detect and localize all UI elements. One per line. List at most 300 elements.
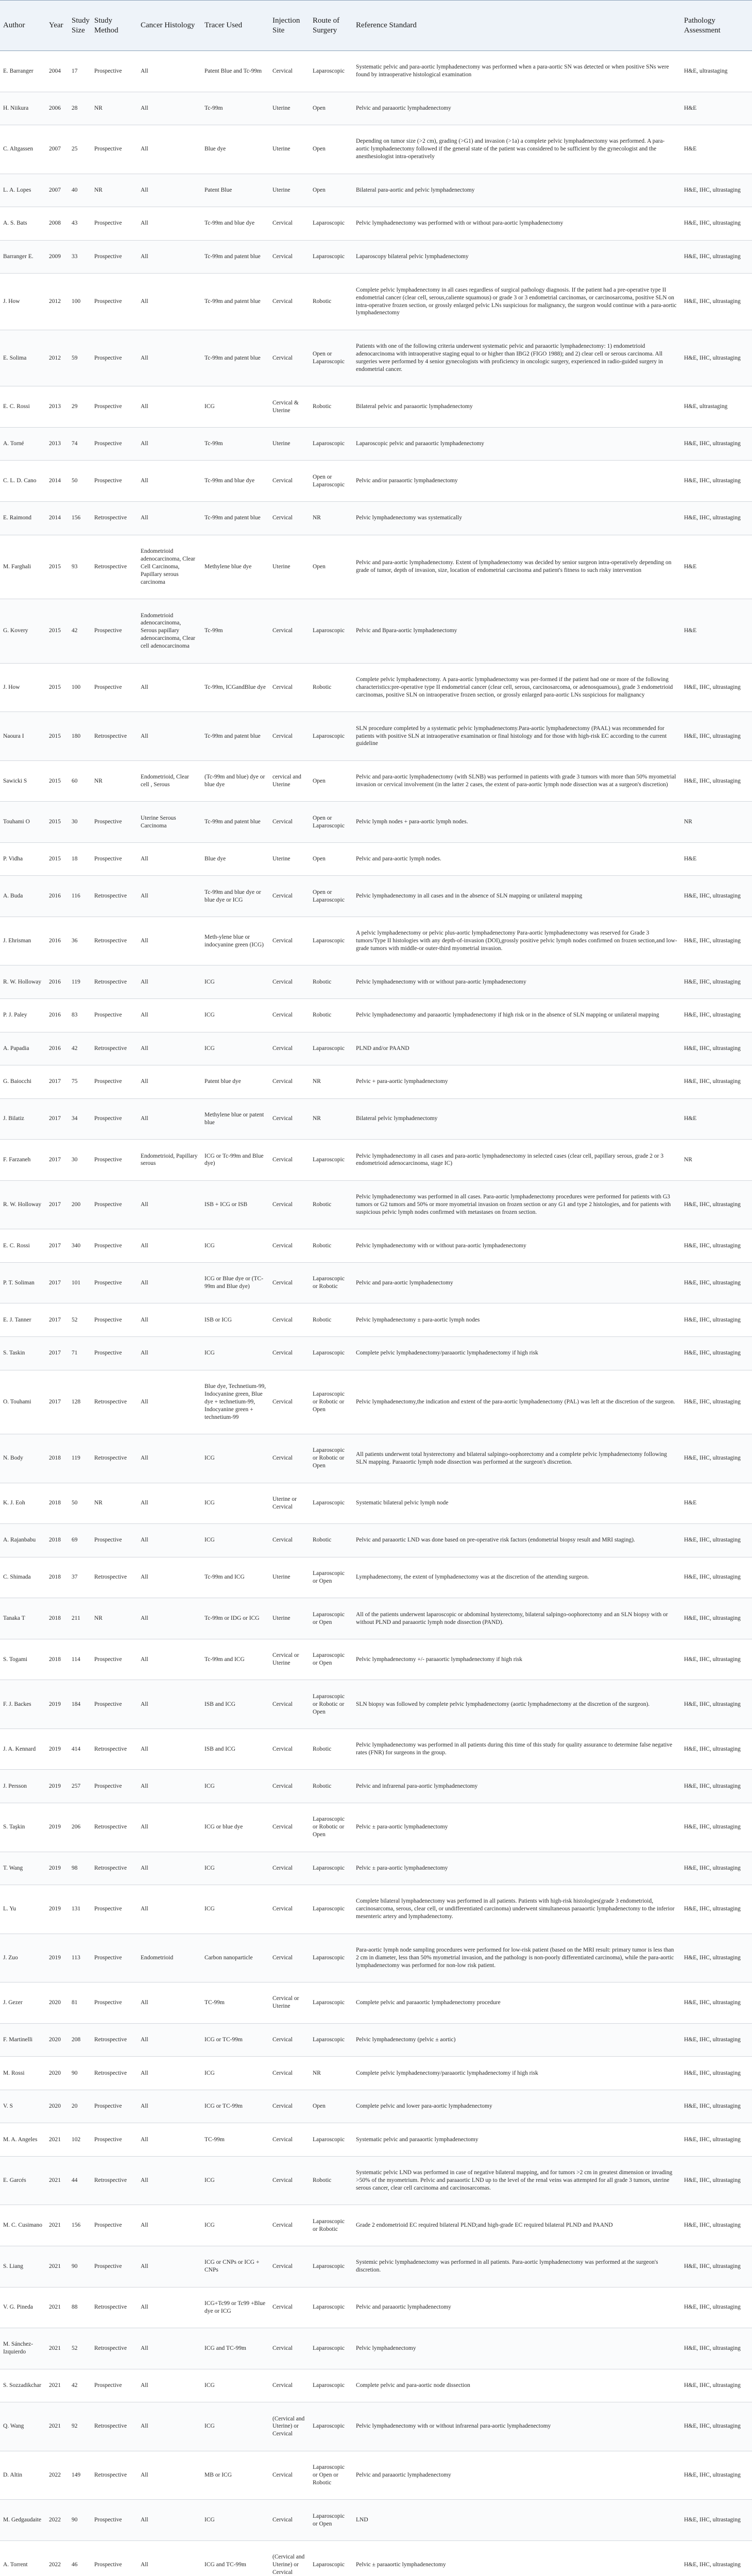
cell-year: 2015	[46, 535, 69, 599]
cell-route-of-surgery: Laparoscopic	[310, 2023, 353, 2057]
cell-cancer-histology: All	[138, 1770, 201, 1803]
cell-injection-site: Cervical	[269, 1336, 310, 1370]
cell-cancer-histology: All	[138, 427, 201, 461]
table-row	[0, 1885, 752, 1934]
cell-year: 2015	[46, 802, 69, 843]
cell-tracer-used: ICG	[201, 386, 269, 428]
table-row	[0, 461, 752, 502]
cell-study-method: Prospective	[91, 125, 138, 174]
cell-author: F. Farzaneh	[0, 1140, 46, 1181]
cell-study-size: 119	[69, 1434, 91, 1483]
table-row	[0, 1639, 752, 1680]
cell-study-size: 34	[69, 1098, 91, 1140]
cell-reference-standard: Pelvic lymphadenectomy (pelvic ± aortic)	[353, 2023, 681, 2057]
cell-author: Q. Wang	[0, 2402, 46, 2451]
cell-route-of-surgery: Laparoscopic or Open	[310, 2500, 353, 2541]
cell-study-size: 100	[69, 663, 91, 712]
cell-author: R. W. Holloway	[0, 1180, 46, 1229]
cell-reference-standard: Bilateral pelvic lymphadenectomy	[353, 1098, 681, 1140]
cell-pathology-assessment: H&E, IHC, ultrastaging	[681, 1885, 752, 1934]
cell-injection-site: Cervical	[269, 1180, 310, 1229]
cell-study-size: 40	[69, 174, 91, 207]
cell-tracer-used: Tc-99m and patent blue	[201, 330, 269, 386]
cell-study-method: Retrospective	[91, 917, 138, 965]
cell-study-size: 119	[69, 965, 91, 999]
cell-reference-standard: Pelvic and para-aortic lymphadenectomy (with SLNB) was performed in patients with grade 3 tumors with more than 50% myometrial invasion or cervical involvement (in the latter 2 cases, the extent of para-aortic lymph node dissection was at a surgeon's discretion)	[353, 760, 681, 802]
cell-tracer-used: Tc-99m and blue dye	[201, 207, 269, 241]
cell-cancer-histology: Uterine Serous Carcinoma	[138, 802, 201, 843]
cell-tracer-used: Tc-99m and patent blue	[201, 502, 269, 535]
cell-study-size: 98	[69, 1852, 91, 1885]
cell-cancer-histology: All	[138, 125, 201, 174]
cell-pathology-assessment: H&E, IHC, ultrastaging	[681, 1982, 752, 2024]
cell-author: M. Sánchez-Izquierdo	[0, 2328, 46, 2369]
cell-route-of-surgery: Laparoscopic or Robotic or Open	[310, 1680, 353, 1729]
cell-year: 2021	[46, 2402, 69, 2451]
cell-route-of-surgery: Robotic	[310, 1728, 353, 1770]
table-row	[0, 1303, 752, 1337]
cell-reference-standard: Systematic pelvic and paraaortic lymphadenectomy	[353, 2123, 681, 2157]
cell-study-size: 92	[69, 2402, 91, 2451]
cell-cancer-histology: All	[138, 240, 201, 274]
header-study-size: Study Size	[69, 1, 91, 51]
cell-cancer-histology: All	[138, 502, 201, 535]
cell-study-size: 52	[69, 2328, 91, 2369]
table-row	[0, 1598, 752, 1639]
cell-study-method: NR	[91, 760, 138, 802]
cell-tracer-used: ICG	[201, 1885, 269, 1934]
table-row	[0, 2057, 752, 2090]
cell-study-size: 20	[69, 2090, 91, 2123]
cell-study-method: Prospective	[91, 2123, 138, 2157]
cell-pathology-assessment: H&E, IHC, ultrastaging	[681, 2090, 752, 2123]
cell-year: 2021	[46, 2123, 69, 2157]
table-row	[0, 51, 752, 92]
table-row	[0, 502, 752, 535]
cell-cancer-histology: All	[138, 1639, 201, 1680]
cell-cancer-histology: All	[138, 1680, 201, 1729]
cell-year: 2007	[46, 125, 69, 174]
cell-tracer-used: ICG	[201, 2500, 269, 2541]
cell-pathology-assessment: H&E, IHC, ultrastaging	[681, 1434, 752, 1483]
cell-cancer-histology: All	[138, 2540, 201, 2576]
cell-author: E. C. Rossi	[0, 386, 46, 428]
cell-route-of-surgery: Laparoscopic	[310, 2540, 353, 2576]
cell-study-size: 33	[69, 240, 91, 274]
cell-pathology-assessment: H&E, IHC, ultrastaging	[681, 1065, 752, 1099]
cell-study-size: 208	[69, 2023, 91, 2057]
cell-injection-site: (Cervical and Uterine) or Cervical	[269, 2540, 310, 2576]
cell-year: 2015	[46, 599, 69, 664]
cell-study-size: 156	[69, 502, 91, 535]
cell-year: 2015	[46, 663, 69, 712]
cell-year: 2006	[46, 92, 69, 125]
cell-injection-site: Cervical	[269, 2205, 310, 2246]
cell-author: E. Barranger	[0, 51, 46, 92]
cell-tracer-used: ICG or CNPs or ICG + CNPs	[201, 2246, 269, 2287]
cell-pathology-assessment: H&E, IHC, ultrastaging	[681, 1770, 752, 1803]
table-row	[0, 2090, 752, 2123]
cell-reference-standard: Pelvic lymphadenectomy with or without para-aortic lymphadenectomy	[353, 1229, 681, 1263]
cell-tracer-used: MB or ICG	[201, 2451, 269, 2500]
cell-pathology-assessment: H&E, IHC, ultrastaging	[681, 330, 752, 386]
cell-study-method: Prospective	[91, 1680, 138, 1729]
cell-pathology-assessment: H&E, IHC, ultrastaging	[681, 274, 752, 330]
cell-reference-standard: Pelvic and para-aortic lymph nodes.	[353, 842, 681, 876]
cell-injection-site: cervical and Uterine	[269, 760, 310, 802]
cell-pathology-assessment: H&E	[681, 92, 752, 125]
cell-cancer-histology: All	[138, 1982, 201, 2024]
cell-study-method: Retrospective	[91, 2287, 138, 2328]
cell-study-method: Prospective	[91, 2369, 138, 2402]
cell-author: D. Altin	[0, 2451, 46, 2500]
cell-cancer-histology: All	[138, 92, 201, 125]
cell-cancer-histology: All	[138, 712, 201, 761]
cell-author: N. Body	[0, 1434, 46, 1483]
table-row	[0, 274, 752, 330]
cell-tracer-used: Tc-99m and patent blue	[201, 802, 269, 843]
cell-injection-site: Cervical	[269, 207, 310, 241]
cell-author: J. A. Kennard	[0, 1728, 46, 1770]
cell-injection-site: Cervical	[269, 599, 310, 664]
cell-study-size: 81	[69, 1982, 91, 2024]
table-row	[0, 2023, 752, 2057]
table-row	[0, 1770, 752, 1803]
cell-author: A. Torné	[0, 427, 46, 461]
cell-route-of-surgery: Open	[310, 2090, 353, 2123]
cell-pathology-assessment: H&E, IHC, ultrastaging	[681, 502, 752, 535]
cell-study-method: Prospective	[91, 2246, 138, 2287]
cell-study-size: 59	[69, 330, 91, 386]
cell-route-of-surgery: Robotic	[310, 2156, 353, 2205]
cell-reference-standard: Pelvic ± para-aortic lymphadenectomy	[353, 1852, 681, 1885]
cell-study-size: 74	[69, 427, 91, 461]
table-row	[0, 1140, 752, 1181]
cell-study-size: 128	[69, 1370, 91, 1434]
cell-reference-standard: PLND and/or PAAND	[353, 1032, 681, 1065]
cell-author: A. Papadia	[0, 1032, 46, 1065]
cell-injection-site: Cervical	[269, 1680, 310, 1729]
cell-cancer-histology: All	[138, 1336, 201, 1370]
cell-route-of-surgery: Laparoscopic	[310, 51, 353, 92]
cell-study-size: 90	[69, 2246, 91, 2287]
cell-reference-standard: Pelvic lymphadenectomy with or without infrarenal para-aortic lymphadenectomy	[353, 2402, 681, 2451]
cell-pathology-assessment: H&E, IHC, ultrastaging	[681, 2057, 752, 2090]
cell-reference-standard: Pelvic and paraaortic lymphadenectomy	[353, 2287, 681, 2328]
cell-tracer-used: Tc-99m	[201, 599, 269, 664]
table-row	[0, 2156, 752, 2205]
cell-reference-standard: Systemic pelvic lymphadenectomy was performed in all patients. Para-aortic lymphadenectomy was performed at the surgeon's discretion.	[353, 2246, 681, 2287]
table-row	[0, 842, 752, 876]
cell-route-of-surgery: Open or Laparoscopic	[310, 330, 353, 386]
cell-injection-site: Cervical	[269, 2287, 310, 2328]
cell-cancer-histology: All	[138, 2057, 201, 2090]
header-reference-standard: Reference Standard	[353, 1, 681, 51]
cell-reference-standard: Bilateral pelvic and paraaortic lymphadenectomy	[353, 386, 681, 428]
cell-year: 2017	[46, 1262, 69, 1303]
cell-reference-standard: All patients underwent total hysterectomy and bilateral salpingo-oophorectomy and a complete pelvic lymphadenectomy following SLN mapping. Paraaortic lymph node dissection was performed at the surgeon's discretion.	[353, 1434, 681, 1483]
cell-study-method: Retrospective	[91, 1032, 138, 1065]
cell-pathology-assessment: H&E, IHC, ultrastaging	[681, 1229, 752, 1263]
cell-route-of-surgery: Robotic	[310, 1524, 353, 1557]
cell-tracer-used: ISB + ICG or ISB	[201, 1180, 269, 1229]
cell-route-of-surgery: Open	[310, 842, 353, 876]
cell-cancer-histology: All	[138, 1229, 201, 1263]
cell-year: 2017	[46, 1303, 69, 1337]
cell-study-size: 149	[69, 2451, 91, 2500]
cell-year: 2021	[46, 2369, 69, 2402]
cell-injection-site: Cervical	[269, 1852, 310, 1885]
cell-tracer-used: ICG or Blue dye or (TC-99m and Blue dye)	[201, 1262, 269, 1303]
cell-study-size: 211	[69, 1598, 91, 1639]
cell-injection-site: Uterine	[269, 1598, 310, 1639]
cell-tracer-used: ISB or ICG	[201, 1303, 269, 1337]
cell-study-method: Prospective	[91, 802, 138, 843]
cell-pathology-assessment: H&E, IHC, ultrastaging	[681, 1803, 752, 1852]
cell-reference-standard: Complete pelvic and para-aortic node dissection	[353, 2369, 681, 2402]
cell-year: 2017	[46, 1229, 69, 1263]
cell-injection-site: Cervical	[269, 965, 310, 999]
cell-reference-standard: Pelvic + para-aortic lymphadenectomy	[353, 1065, 681, 1099]
cell-reference-standard: Pelvic and paraaortic LND was done based on pre-operative risk factors (endometrial biopsy result and MRI staging).	[353, 1524, 681, 1557]
cell-injection-site: Cervical	[269, 1303, 310, 1337]
cell-author: O. Touhami	[0, 1370, 46, 1434]
cell-study-method: NR	[91, 92, 138, 125]
cell-route-of-surgery: Laparoscopic	[310, 1934, 353, 1982]
cell-cancer-histology: All	[138, 1180, 201, 1229]
header-route-of-surgery: Route of Surgery	[310, 1, 353, 51]
cell-injection-site: Cervical	[269, 1885, 310, 1934]
cell-study-size: 200	[69, 1180, 91, 1229]
cell-route-of-surgery: Laparoscopic	[310, 1852, 353, 1885]
cell-study-method: Prospective	[91, 240, 138, 274]
cell-cancer-histology: All	[138, 2369, 201, 2402]
cell-cancer-histology: Endometrioid adenocarcinoma, Serous papillary adenocarcinoma, Clear cell adenocarcinoma	[138, 599, 201, 664]
cell-study-size: 184	[69, 1680, 91, 1729]
cell-pathology-assessment: H&E, IHC, ultrastaging	[681, 1639, 752, 1680]
cell-author: G. Kovery	[0, 599, 46, 664]
cell-tracer-used: ICG	[201, 965, 269, 999]
cell-author: P. T. Soliman	[0, 1262, 46, 1303]
cell-route-of-surgery: Laparoscopic	[310, 917, 353, 965]
cell-route-of-surgery: Laparoscopic	[310, 1140, 353, 1181]
cell-tracer-used: ISB and ICG	[201, 1728, 269, 1770]
cell-route-of-surgery: NR	[310, 2057, 353, 2090]
cell-cancer-histology: Endometrioid adenocarcinoma, Clear Cell Carcinoma, Papillary serous carcinoma	[138, 535, 201, 599]
cell-cancer-histology: All	[138, 1303, 201, 1337]
table-header-row	[0, 1, 752, 51]
cell-year: 2015	[46, 712, 69, 761]
cell-year: 2018	[46, 1598, 69, 1639]
cell-author: M. Rossi	[0, 2057, 46, 2090]
cell-tracer-used: Tc-99m and patent blue	[201, 712, 269, 761]
cell-reference-standard: Bilateral para-aortic and pelvic lymphadenectomy	[353, 174, 681, 207]
table-row	[0, 2369, 752, 2402]
cell-cancer-histology: All	[138, 1434, 201, 1483]
cell-tracer-used: ISB and ICG	[201, 1680, 269, 1729]
cell-cancer-histology: All	[138, 663, 201, 712]
cell-study-method: Prospective	[91, 1770, 138, 1803]
cell-route-of-surgery: Laparoscopic or Robotic	[310, 2205, 353, 2246]
cell-author: C. Altgassen	[0, 125, 46, 174]
cell-study-size: 42	[69, 1032, 91, 1065]
cell-study-size: 131	[69, 1885, 91, 1934]
cell-route-of-surgery: Robotic	[310, 274, 353, 330]
cell-reference-standard: Systematic pelvic and para-aortic lymphadenectomy was performed when a para-aortic SN was detected or when positive SNs were found by intraoperative histological examination	[353, 51, 681, 92]
table-row	[0, 1557, 752, 1598]
table-row	[0, 999, 752, 1032]
cell-injection-site: Uterine	[269, 427, 310, 461]
cell-route-of-surgery: Robotic	[310, 999, 353, 1032]
cell-route-of-surgery: Laparoscopic	[310, 1885, 353, 1934]
header-tracer-used: Tracer Used	[201, 1, 269, 51]
cell-reference-standard: Pelvic and para-aortic lymphadenectomy. Extent of lymphadenectomy was decided by senior surgeon intra-operatively depending on grade of tumor, depth of invasion, size, location of endometrial carcinoma and patient's fitness to such risky intervention	[353, 535, 681, 599]
cell-pathology-assessment: H&E	[681, 1098, 752, 1140]
cell-route-of-surgery: NR	[310, 1065, 353, 1099]
table-row	[0, 1434, 752, 1483]
cell-reference-standard: Pelvic and Bpara-aortic lymphadenectomy	[353, 599, 681, 664]
cell-route-of-surgery: Laparoscopic	[310, 2123, 353, 2157]
cell-reference-standard: Pelvic lymphadenectomy in all cases and in the absence of SLN mapping or unilateral mapping	[353, 876, 681, 917]
cell-pathology-assessment: H&E, IHC, ultrastaging	[681, 917, 752, 965]
cell-route-of-surgery: NR	[310, 1098, 353, 1140]
cell-study-method: Retrospective	[91, 1370, 138, 1434]
cell-reference-standard: Complete pelvic lymphadenectomy/paraaortic lymphadenectomy if high risk	[353, 1336, 681, 1370]
cell-tracer-used: ICG	[201, 2369, 269, 2402]
cell-study-method: Prospective	[91, 1140, 138, 1181]
cell-pathology-assessment: NR	[681, 1140, 752, 1181]
cell-study-method: Prospective	[91, 599, 138, 664]
cell-injection-site: Cervical	[269, 240, 310, 274]
table-row	[0, 802, 752, 843]
cell-injection-site: Cervical	[269, 1370, 310, 1434]
cell-study-method: Retrospective	[91, 2023, 138, 2057]
cell-year: 2019	[46, 1803, 69, 1852]
cell-cancer-histology: All	[138, 330, 201, 386]
cell-year: 2008	[46, 207, 69, 241]
cell-year: 2021	[46, 2246, 69, 2287]
cell-injection-site: Cervical	[269, 2090, 310, 2123]
cell-year: 2022	[46, 2451, 69, 2500]
cell-pathology-assessment: H&E, IHC, ultrastaging	[681, 174, 752, 207]
cell-author: S. Liang	[0, 2246, 46, 2287]
cell-study-method: Prospective	[91, 461, 138, 502]
cell-study-method: Prospective	[91, 2205, 138, 2246]
cell-study-size: 90	[69, 2057, 91, 2090]
header-author: Author	[0, 1, 46, 51]
cell-route-of-surgery: Open	[310, 92, 353, 125]
cell-year: 2016	[46, 917, 69, 965]
cell-reference-standard: SLN biopsy was followed by complete pelvic lymphadenectomy (aortic lymphadenectomy at the discretion of the surgeon).	[353, 1680, 681, 1729]
cell-study-method: Retrospective	[91, 2451, 138, 2500]
cell-tracer-used: ICG	[201, 1770, 269, 1803]
cell-year: 2020	[46, 2023, 69, 2057]
cell-study-method: Prospective	[91, 51, 138, 92]
cell-route-of-surgery: Laparoscopic	[310, 1982, 353, 2024]
cell-tracer-used: ICG and TC-99m	[201, 2328, 269, 2369]
cell-year: 2019	[46, 1728, 69, 1770]
cell-reference-standard: Pelvic lymphadenectomy in all cases and para-aortic lymphadenectomy in selected cases (clear cell, papillary serous, grade 2 or 3 endometrioid adenocarcinoma, stage IC)	[353, 1140, 681, 1181]
cell-tracer-used: Tc-99m and blue dye	[201, 461, 269, 502]
cell-year: 2018	[46, 1639, 69, 1680]
table-row	[0, 386, 752, 428]
cell-year: 2017	[46, 1180, 69, 1229]
cell-study-method: Prospective	[91, 1524, 138, 1557]
cell-study-size: 88	[69, 2287, 91, 2328]
cell-study-method: Prospective	[91, 386, 138, 428]
cell-reference-standard: Systematic bilateral pelvic lymph node	[353, 1483, 681, 1524]
cell-study-size: 180	[69, 712, 91, 761]
cell-injection-site: Cervical	[269, 502, 310, 535]
cell-tracer-used: ICG or Tc-99m and Blue dye)	[201, 1140, 269, 1181]
cell-study-method: Prospective	[91, 1639, 138, 1680]
cell-year: 2012	[46, 274, 69, 330]
cell-year: 2019	[46, 1885, 69, 1934]
cell-reference-standard: Pelvic ± para-aortic lymphadenectomy	[353, 1803, 681, 1852]
cell-cancer-histology: All	[138, 842, 201, 876]
cell-study-size: 90	[69, 2500, 91, 2541]
cell-author: S. Sozzadikchar	[0, 2369, 46, 2402]
cell-route-of-surgery: Laparoscopic or Robotic or Open	[310, 1434, 353, 1483]
cell-year: 2019	[46, 1934, 69, 1982]
cell-injection-site: Cervical	[269, 330, 310, 386]
cell-reference-standard: Pelvic lymphadenectomy was performed in all patients during this time of this study for quality assurance to determine false negative rates (FNR) for surgeons in the group.	[353, 1728, 681, 1770]
cell-injection-site: Cervical	[269, 1262, 310, 1303]
table-row	[0, 330, 752, 386]
cell-cancer-histology: All	[138, 51, 201, 92]
cell-injection-site: Cervical	[269, 999, 310, 1032]
cell-injection-site: Cervical	[269, 1098, 310, 1140]
cell-route-of-surgery: Laparoscopic	[310, 2328, 353, 2369]
cell-pathology-assessment: H&E, IHC, ultrastaging	[681, 965, 752, 999]
cell-reference-standard: Pelvic and/or paraaortic lymphadenectomy	[353, 461, 681, 502]
cell-year: 2017	[46, 1140, 69, 1181]
cell-year: 2017	[46, 1370, 69, 1434]
cell-study-size: 30	[69, 802, 91, 843]
cell-tracer-used: ICG	[201, 1852, 269, 1885]
cell-pathology-assessment: H&E, IHC, ultrastaging	[681, 1370, 752, 1434]
cell-reference-standard: Pelvic lymphadenectomy with or without para-aortic lymphadenectomy	[353, 965, 681, 999]
cell-reference-standard: Pelvic lymphadenectomy was performed with or without para-aortic lymphadenectomy	[353, 207, 681, 241]
cell-tracer-used: Tc-99m or IDG or ICG	[201, 1598, 269, 1639]
cell-author: E. Garcés	[0, 2156, 46, 2205]
cell-route-of-surgery: Laparoscopic	[310, 427, 353, 461]
cell-route-of-surgery: Laparoscopic or Open	[310, 1598, 353, 1639]
cell-study-method: Prospective	[91, 207, 138, 241]
table-row	[0, 1728, 752, 1770]
cell-study-method: Prospective	[91, 1065, 138, 1099]
cell-pathology-assessment: H&E, IHC, ultrastaging	[681, 760, 752, 802]
cell-study-method: Prospective	[91, 1885, 138, 1934]
cell-reference-standard: Pelvic and paraaortic lymphadenectomy	[353, 92, 681, 125]
table-row	[0, 1934, 752, 1982]
cell-cancer-histology: All	[138, 1065, 201, 1099]
table-row	[0, 599, 752, 664]
cell-route-of-surgery: Open	[310, 535, 353, 599]
cell-author: P. Vidha	[0, 842, 46, 876]
cell-route-of-surgery: Laparoscopic	[310, 2402, 353, 2451]
cell-injection-site: Uterine	[269, 92, 310, 125]
cell-author: V. G. Pineda	[0, 2287, 46, 2328]
cell-cancer-histology: All	[138, 2246, 201, 2287]
cell-study-method: NR	[91, 174, 138, 207]
cell-reference-standard: Lymphadenectomy, the extent of lymphadenectomy was at the discretion of the attending surgeon.	[353, 1557, 681, 1598]
cell-author: J. Persson	[0, 1770, 46, 1803]
cell-study-method: Prospective	[91, 330, 138, 386]
table-row	[0, 1483, 752, 1524]
cell-study-method: Prospective	[91, 2090, 138, 2123]
cell-injection-site: Cervical	[269, 2057, 310, 2090]
